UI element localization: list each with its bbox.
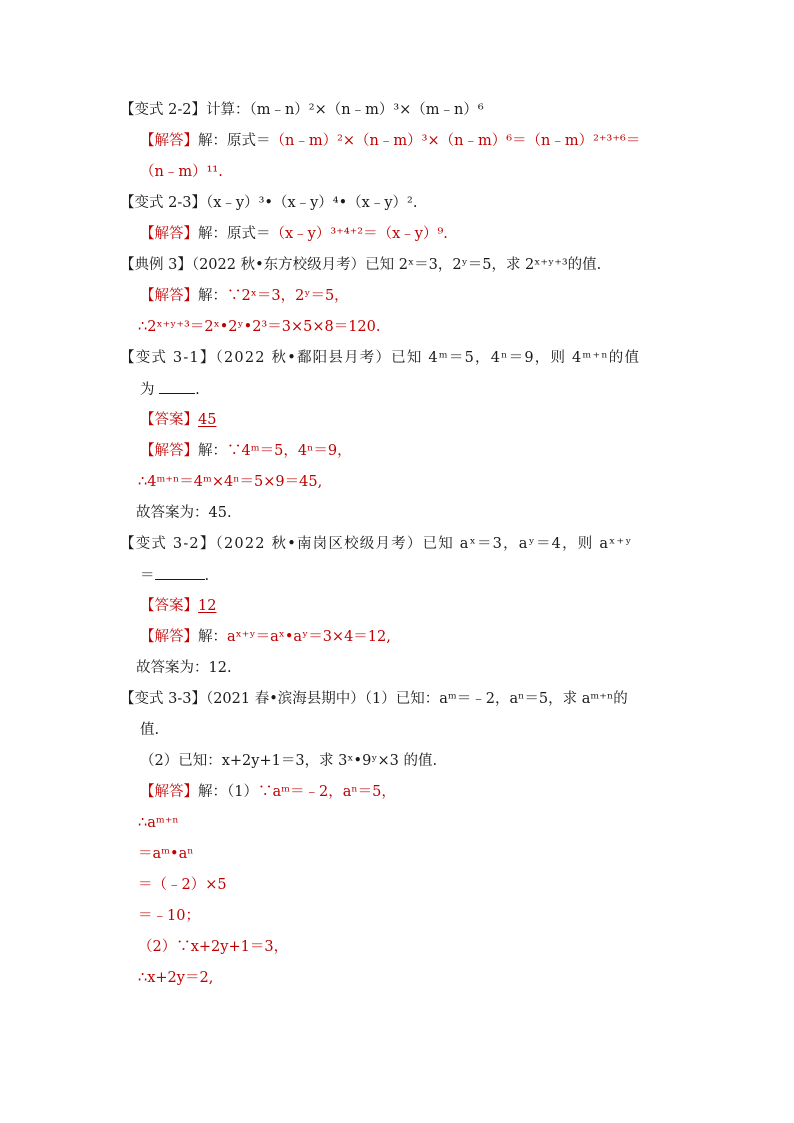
line-solution-3-3d <box>138 875 227 895</box>
line-result-3-2 <box>136 658 232 678</box>
text-run: ＝（﹣2）×5 <box>138 877 227 893</box>
text-run: ＝aᵐ•aⁿ <box>138 846 194 862</box>
text-run: ∵4ᵐ＝5，4ⁿ＝9， <box>227 443 352 459</box>
text-run: ∴x+2y＝2, <box>138 970 214 986</box>
line-solution-3-3b <box>138 813 179 833</box>
line-solution-3-1b <box>138 472 322 492</box>
line-answer-3-1 <box>140 410 216 430</box>
text-run: 【变式 3-2】（2022 秋•南岗区校级月考）已知 aˣ＝3，aʸ＝4，则 aˣ⁺ʸ <box>120 536 633 552</box>
text-run: 解：原式＝ <box>198 133 271 149</box>
text-run: ∵2ˣ＝3，2ʸ＝5， <box>227 288 349 304</box>
line-solution-3-3g <box>138 968 213 988</box>
text-run: 12 <box>198 598 217 614</box>
text-run: 【变式 3-1】（2022 秋•鄱阳县月考）已知 4ᵐ＝5，4ⁿ＝9，则 4ᵐ⁺ⁿ的值 <box>120 350 641 366</box>
text-run: （2） <box>138 939 177 955</box>
line-solution-3-2 <box>140 627 391 647</box>
text-run: 【答案】 <box>140 598 198 614</box>
text-run: 【变式 2-2】计算：（m﹣n）²×（n﹣m）³×（m﹣n）⁶ <box>120 102 484 118</box>
line-solution-3-3e <box>138 906 200 926</box>
line-solution-3-3a <box>140 782 396 802</box>
text-run: 【解答】 <box>140 784 198 800</box>
line-result-3-1 <box>136 503 232 523</box>
line-variant-3-3-part2 <box>140 751 437 771</box>
text-run: 【变式 3-3】（2021 春•滨海县期中）（1）已知：aᵐ＝﹣2，aⁿ＝5，求 aᵐ⁺ⁿ的 <box>120 691 628 707</box>
line-example-3 <box>120 255 601 275</box>
text-run: ＝ <box>140 568 155 584</box>
text-run: ＝﹣10； <box>138 908 200 924</box>
text-run: 解：原式＝ <box>198 226 271 242</box>
text-run: ∴2ˣ⁺ʸ⁺³＝2ˣ•2ʸ•2³＝3×5×8＝120. <box>138 319 381 335</box>
line-variant-3-3 <box>120 689 628 709</box>
line-variant-2-2 <box>120 100 484 120</box>
text-run: 故答案为：12. <box>136 660 232 676</box>
line-solution-3b <box>138 317 381 337</box>
text-run: 【解答】 <box>140 226 198 242</box>
text-run: 故答案为：45. <box>136 505 232 521</box>
line-variant-2-3 <box>120 193 417 213</box>
text-run: 为 <box>140 382 160 398</box>
line-solution-3a <box>140 286 349 306</box>
text-run: aˣ⁺ʸ＝aˣ•aʸ＝3×4＝12, <box>227 629 391 645</box>
text-run: 【解答】 <box>140 133 198 149</box>
text-run: 【解答】 <box>140 288 198 304</box>
text-run: ∵aᵐ＝﹣2，aⁿ＝5， <box>257 784 396 800</box>
line-solution-3-1a <box>140 441 352 461</box>
line-variant-3-1 <box>120 348 640 368</box>
line-solution-3-3c <box>138 844 194 864</box>
line-solution-2-3 <box>140 224 448 244</box>
line-solution-3-3f <box>138 937 288 957</box>
text-run: 45 <box>198 412 217 428</box>
line-solution-2-2a <box>140 131 640 151</box>
text-run: （x﹣y）³⁺⁴⁺²＝（x﹣y）⁹. <box>270 226 448 242</box>
text-run: 【答案】 <box>140 412 198 428</box>
answer-blank <box>159 379 195 394</box>
text-run: ∴4ᵐ⁺ⁿ＝4ᵐ×4ⁿ＝5×9＝45, <box>138 474 323 490</box>
line-variant-3-2-blank <box>140 565 209 586</box>
text-run: 值. <box>140 722 160 738</box>
text-run: ∴aᵐ⁺ⁿ <box>138 815 179 831</box>
text-run: 【解答】 <box>140 629 198 645</box>
text-run: 【解答】 <box>140 443 198 459</box>
line-variant-3-1-blank <box>140 379 200 400</box>
text-run: （2）已知：x+2y+1＝3，求 3ˣ•9ʸ×3 的值. <box>140 753 438 769</box>
text-run: ∵x+2y+1＝3， <box>176 939 289 955</box>
answer-blank <box>155 565 205 580</box>
line-variant-3-3-cont <box>140 720 159 740</box>
line-solution-2-2b <box>140 162 223 182</box>
text-run: 解： <box>198 288 227 304</box>
text-run: 解： <box>198 443 227 459</box>
text-run: 解： <box>198 629 227 645</box>
text-run: . <box>204 568 210 584</box>
text-run: （n﹣m）¹¹. <box>140 164 223 180</box>
text-run: . <box>195 382 200 398</box>
line-answer-3-2 <box>140 596 216 616</box>
text-run: 【变式 2-3】（x﹣y）³•（x﹣y）⁴•（x﹣y）². <box>120 195 418 211</box>
text-run: 解：（1） <box>198 784 258 800</box>
line-variant-3-2 <box>120 534 633 554</box>
text-run: （n﹣m）²×（n﹣m）³×（n﹣m）⁶＝（n﹣m）²⁺³⁺⁶＝ <box>270 133 641 149</box>
text-run: 【典例 3】（2022 秋•东方校级月考）已知 2ˣ＝3，2ʸ＝5，求 2ˣ⁺ʸ⁺³的值. <box>120 257 602 273</box>
